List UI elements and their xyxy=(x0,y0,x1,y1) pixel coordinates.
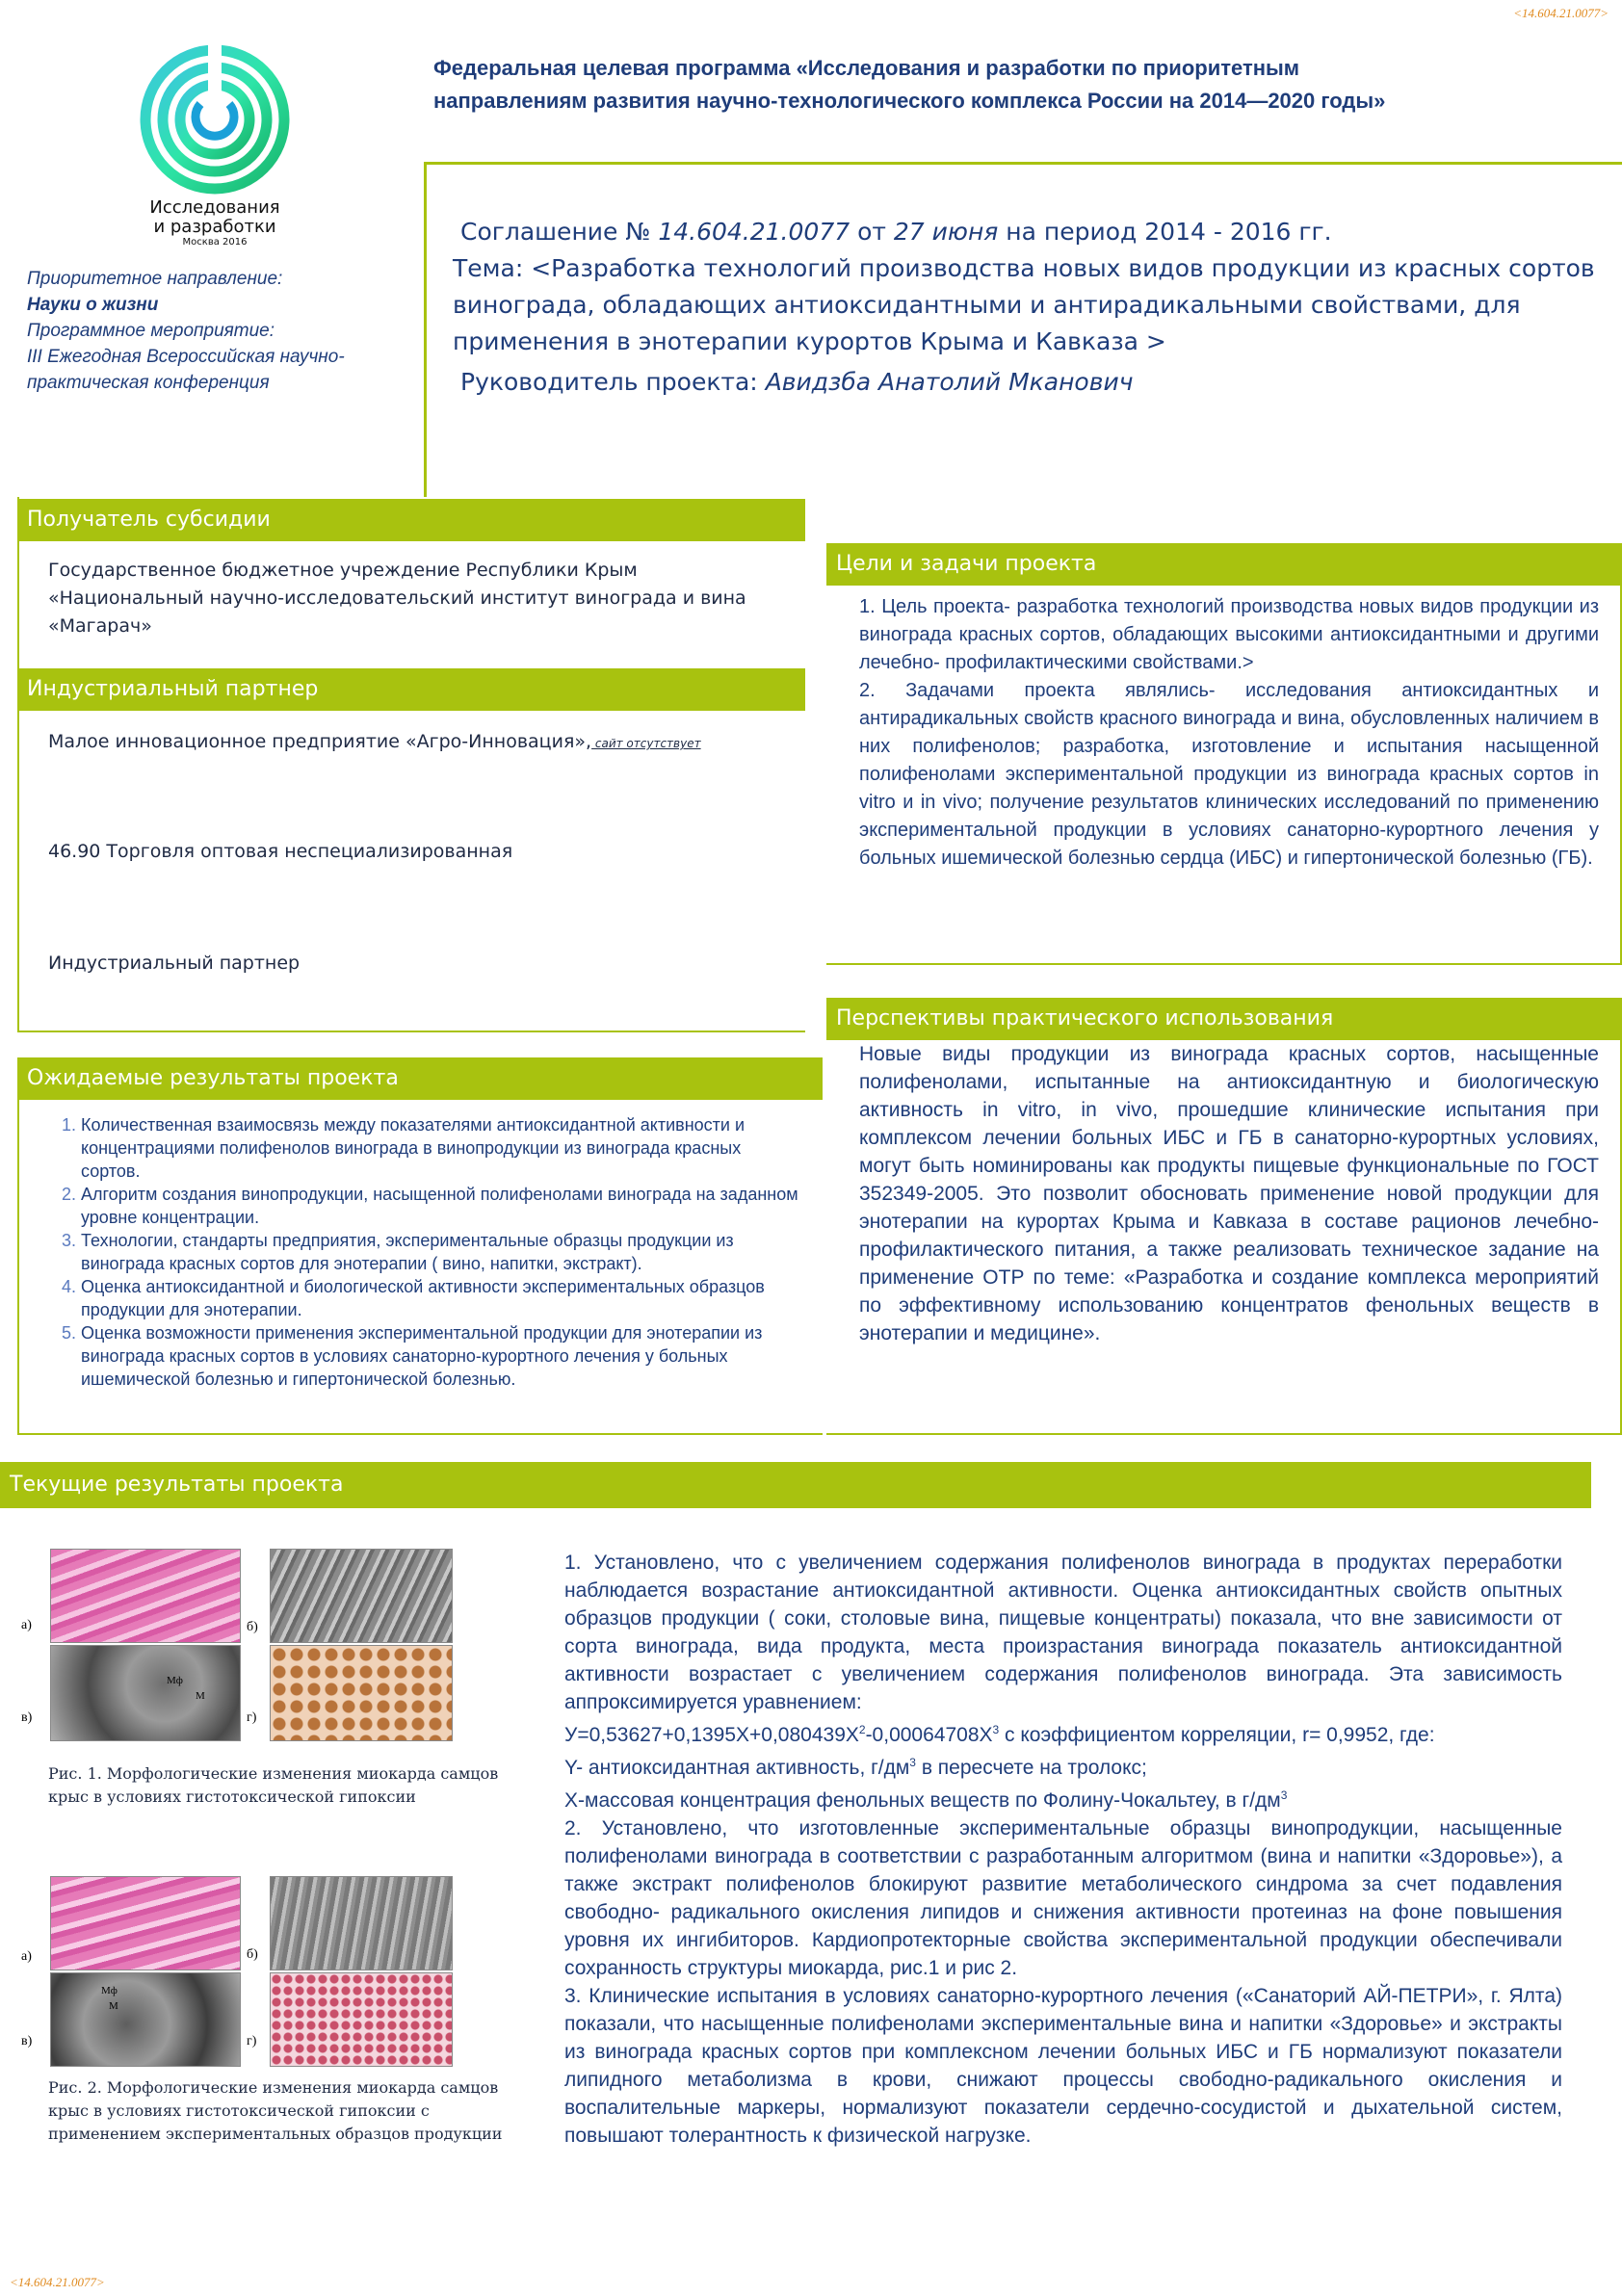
figure-2-caption: Рис. 2. Морфологические изменения миокарда самцов крыс в условиях гистотоксической гипоксии с применением экспериментальных образцов продукции xyxy=(48,2078,503,2143)
recipient-text xyxy=(48,557,780,640)
expected-result-item: 5. Оценка возможности применения экспериментальной продукции для энотерапии из винограда красных сортов в условиях санаторно-курортного лечения у больных ишемической болезнью и гипертонической болезнью. xyxy=(81,1321,801,1391)
current-p3: 3. Клинические испытания в условиях санаторно-курортного лечения («Санаторий АЙ-ПЕТРИ», г. Ялта) показали, что насыщенные полифенолами экспериментальные вина и напитки «Здоровье» и экстракты из винограда красных сортов при комплексном лечении больных ИБС и ГБ нормализуют показатели липидного метаболизма в крови, снижают процессы свободно-радикального окисления и воспалительные маркеры, нормализуют показатели сердечно-сосудистой и дыхательной систем, повышают толерантность к физической нагрузке. xyxy=(564,1985,1562,2147)
agreement-topic: Тема: <Разработка технологий производства новых видов продукции из красных сортов винограда, обладающих антиоксидантными и антирадикальными свойствами, для применения в энотерапии курортов Крыма и Кавказа > xyxy=(453,254,1595,355)
em-label-mf: Мф xyxy=(167,1675,183,1686)
agreement-code-bottom: <14.604.21.0077> xyxy=(10,2275,105,2289)
agreement-date: 27 июня xyxy=(893,218,999,246)
event-value: III Ежегодная Всероссийская научно-практическая конференция xyxy=(27,347,345,393)
partner-name: Малое инновационное предприятие «Агро-Инновация», xyxy=(48,731,592,752)
partner-okved: 46.90 Торговля оптовая неспециализированная xyxy=(48,841,513,862)
electron-image-b xyxy=(270,1549,453,1643)
fig2-label-v: в) xyxy=(21,2034,33,2048)
immuno-image-g-2 xyxy=(270,1972,453,2067)
agreement-prefix: Соглашение № xyxy=(460,218,651,246)
program-title-line2: направлениям развития научно-технологического комплекса России на 2014—2020 годы» xyxy=(433,89,1386,113)
partner-role: Индустриальный партнер xyxy=(48,952,301,974)
goals-p2: 2. Задачами проекта являлись- исследования антиоксидантных и антирадикальных свойств красного винограда и вина, обусловленных наличием в них полифенолов; разработка, изготовление и испытания насыщенной полифенолами экспериментальной продукции из винограда красных сортов in vitro и in vivo; получение результатов клинических исследований по применению экспериментальной продукции в условиях санаторно-курортного лечения у больных ишемической болезнью сердца (ИБС) и гипертонической болезнью (ГБ). xyxy=(859,680,1599,869)
equation-part-b: -0,00064708Х xyxy=(865,1724,993,1746)
logo-line3: Москва 2016 xyxy=(182,237,248,248)
agreement-from: от xyxy=(857,218,886,246)
priority-value-text: Науки о жизни xyxy=(27,295,159,315)
figure-1 xyxy=(17,1549,451,1741)
priority-label: Приоритетное направление: xyxy=(27,269,283,289)
recipient-line1: Государственное бюджетное учреждение Республики Крым xyxy=(48,560,638,581)
y-def-b: в пересчете на тролокс; xyxy=(915,1757,1147,1779)
partner-header: Индустриальный партнер xyxy=(17,668,805,711)
electron-image-b-2 xyxy=(270,1876,453,1970)
equation-part-c: с коэффициентом корреляции, r= 0,9952, где: xyxy=(999,1724,1435,1746)
perspectives-paragraph: Новые виды продукции из винограда красных сортов, насыщенные полифенолами, испытанные на антиоксидантную и биологическую активность in vitro, in vivo, прошедшие клинические испытания при комплексом лечении больных ИБС и ГБ в санаторно-курортных условиях, могут быть номинированы как продукты пищевые функциональные по ГОСТ 352349-2005. Это позволит обосновать применение новой продукции для энотерапии на курортах Крыма и Кавказа в составе рационов лечебно-профилактического питания, а также реализовать техническое задание на применение ОТР по теме: «Разработка и создание комплекса мероприятий по эффективному использованию концентратов фенольных веществ в энотерапии и медицине». xyxy=(859,1043,1599,1344)
agreement-line xyxy=(460,214,1597,250)
current-results-header: Текущие результаты проекта xyxy=(0,1462,1591,1508)
x-definition xyxy=(564,1782,1562,1814)
expected-result-item: 2. Алгоритм создания винопродукции, насыщенной полифенолами винограда на заданном уровне концентрации. xyxy=(81,1183,801,1229)
agreement-left-line xyxy=(424,162,427,497)
agreement-code-top: <14.604.21.0077> xyxy=(1513,6,1609,20)
logo-line1: Исследования xyxy=(149,197,280,218)
goals-p1: 1. Цель проекта- разработка технологий производства новых видов продукции из винограда красных сортов, обладающих высокими антиоксидантными и другими лечебно- профилактическими свойствами.> xyxy=(859,596,1599,673)
program-title-line1: Федеральная целевая программа «Исследования и разработки по приоритетным xyxy=(433,56,1300,80)
immuno-image-g xyxy=(270,1645,453,1741)
em2-label-mf: Мф xyxy=(101,1985,118,1996)
expected-result-item: 1. Количественная взаимосвязь между показателями антиоксидантной активности и концентрациями полифенолов винограда в винопродукции из винограда красных сортов. xyxy=(81,1113,801,1183)
y-definition xyxy=(564,1749,1562,1782)
agreement-period: на период 2014 - 2016 гг. xyxy=(1006,218,1332,246)
y-def-sup: 3 xyxy=(909,1756,916,1769)
figure-2 xyxy=(17,1876,451,2069)
goals-text xyxy=(859,593,1599,873)
priority-value xyxy=(27,292,412,318)
logo-text xyxy=(123,198,306,248)
perspectives-text xyxy=(859,1040,1599,1347)
current-results-text xyxy=(564,1549,1562,2150)
event-label: Программное мероприятие: xyxy=(27,321,275,341)
equation-sup2: 2 xyxy=(858,1723,866,1736)
leader-name: Авидзба Анатолий Мканович xyxy=(765,368,1134,396)
fig1-label-b: б) xyxy=(247,1620,258,1634)
leader-label: Руководитель проекта: xyxy=(460,368,758,396)
expected-list xyxy=(40,1113,801,1391)
y-def-a: Y- антиоксидантная активность, г/дм xyxy=(564,1757,910,1779)
fig2-label-b: б) xyxy=(247,1947,258,1962)
priority-info xyxy=(27,266,412,396)
program-title xyxy=(433,52,1570,117)
equation xyxy=(564,1716,1562,1749)
electron-image-v xyxy=(50,1645,241,1741)
current-p2: 2. Установлено, что изготовленные экспериментальные образцы винопродукции, насыщенные полифенолами винограда в соответствии с разработанным алгоритмом (вина и напитки «Здоровье»), а также экстракт полифенолов блокируют развитие метаболического синдрома за счет подавления свободно- радикального окисления липидов и снижения активности протеиназ на фоне повышения уровня их ингибиторов. Кардиопротекторные свойства экспериментальной продукции обеспечивали сохранность структуры миокарда, рис.1 и рис 2. xyxy=(564,1817,1562,1979)
fig1-label-v: в) xyxy=(21,1710,33,1725)
agreement-block xyxy=(453,214,1597,401)
em2-label-m: М xyxy=(109,2000,118,2012)
expected-result-item: 3. Технологии, стандарты предприятия, экспериментальные образцы продукции из винограда красных сортов для энотерапии ( вино, напитки, экстракт). xyxy=(81,1229,801,1275)
agreement-top-line xyxy=(424,162,1622,165)
agreement-number: 14.604.21.0077 xyxy=(658,218,850,246)
histology-image-a xyxy=(50,1549,241,1643)
x-def-sup: 3 xyxy=(1280,1788,1288,1802)
fig2-label-a: а) xyxy=(21,1949,32,1964)
fig1-label-a: а) xyxy=(21,1618,32,1632)
fig1-label-g: г) xyxy=(247,1710,257,1725)
project-leader xyxy=(460,364,1597,401)
recipient-header: Получатель субсидии xyxy=(17,499,805,541)
expected-result-item: 4. Оценка антиоксидантной и биологической активности экспериментальных образцов продукции для энотерапии. xyxy=(81,1275,801,1321)
expected-results-list xyxy=(40,1113,801,1391)
recipient-line2: «Национальный научно-исследовательский институт винограда и вина «Магарач» xyxy=(48,587,746,637)
equation-part-a: У=0,53627+0,1395Х+0,080439Х xyxy=(564,1724,859,1746)
logo-line2: и разработки xyxy=(153,217,276,237)
em-label-m: М xyxy=(196,1690,205,1702)
current-p1: 1. Установлено, что с увеличением содержания полифенолов винограда в продуктах переработки наблюдается возрастание антиоксидантной активности. Оценка антиоксидантных свойств опытных образцов продукции ( соки, столовые вина, пищевые концентраты) показала, что вне зависимости от сорта винограда, вида продукта, места произрастания винограда показатель антиоксидантной активности возрастает с увеличением содержания полифенолов винограда. Эта зависимость аппроксимируется уравнением: xyxy=(564,1552,1562,1713)
logo xyxy=(133,42,297,196)
histology-image-a-2 xyxy=(50,1876,241,1970)
partner-site: сайт отсутствует xyxy=(591,737,701,750)
partner-name-row xyxy=(48,728,799,758)
fig2-label-g: г) xyxy=(247,2034,257,2048)
expected-header: Ожидаемые результаты проекта xyxy=(17,1057,823,1100)
electron-image-v-2 xyxy=(50,1972,241,2067)
goals-header: Цели и задачи проекта xyxy=(826,543,1622,586)
perspectives-header: Перспективы практического использования xyxy=(826,998,1622,1040)
x-def-a: Х-массовая концентрация фенольных веществ по Фолину-Чокальтеу, в г/дм xyxy=(564,1789,1281,1812)
logo-rings-icon xyxy=(133,42,297,196)
figure-1-caption: Рис. 1. Морфологические изменения миокарда самцов крыс в условиях гистотоксической гипоксии xyxy=(48,1764,499,1806)
equation-sup3: 3 xyxy=(992,1723,1000,1736)
